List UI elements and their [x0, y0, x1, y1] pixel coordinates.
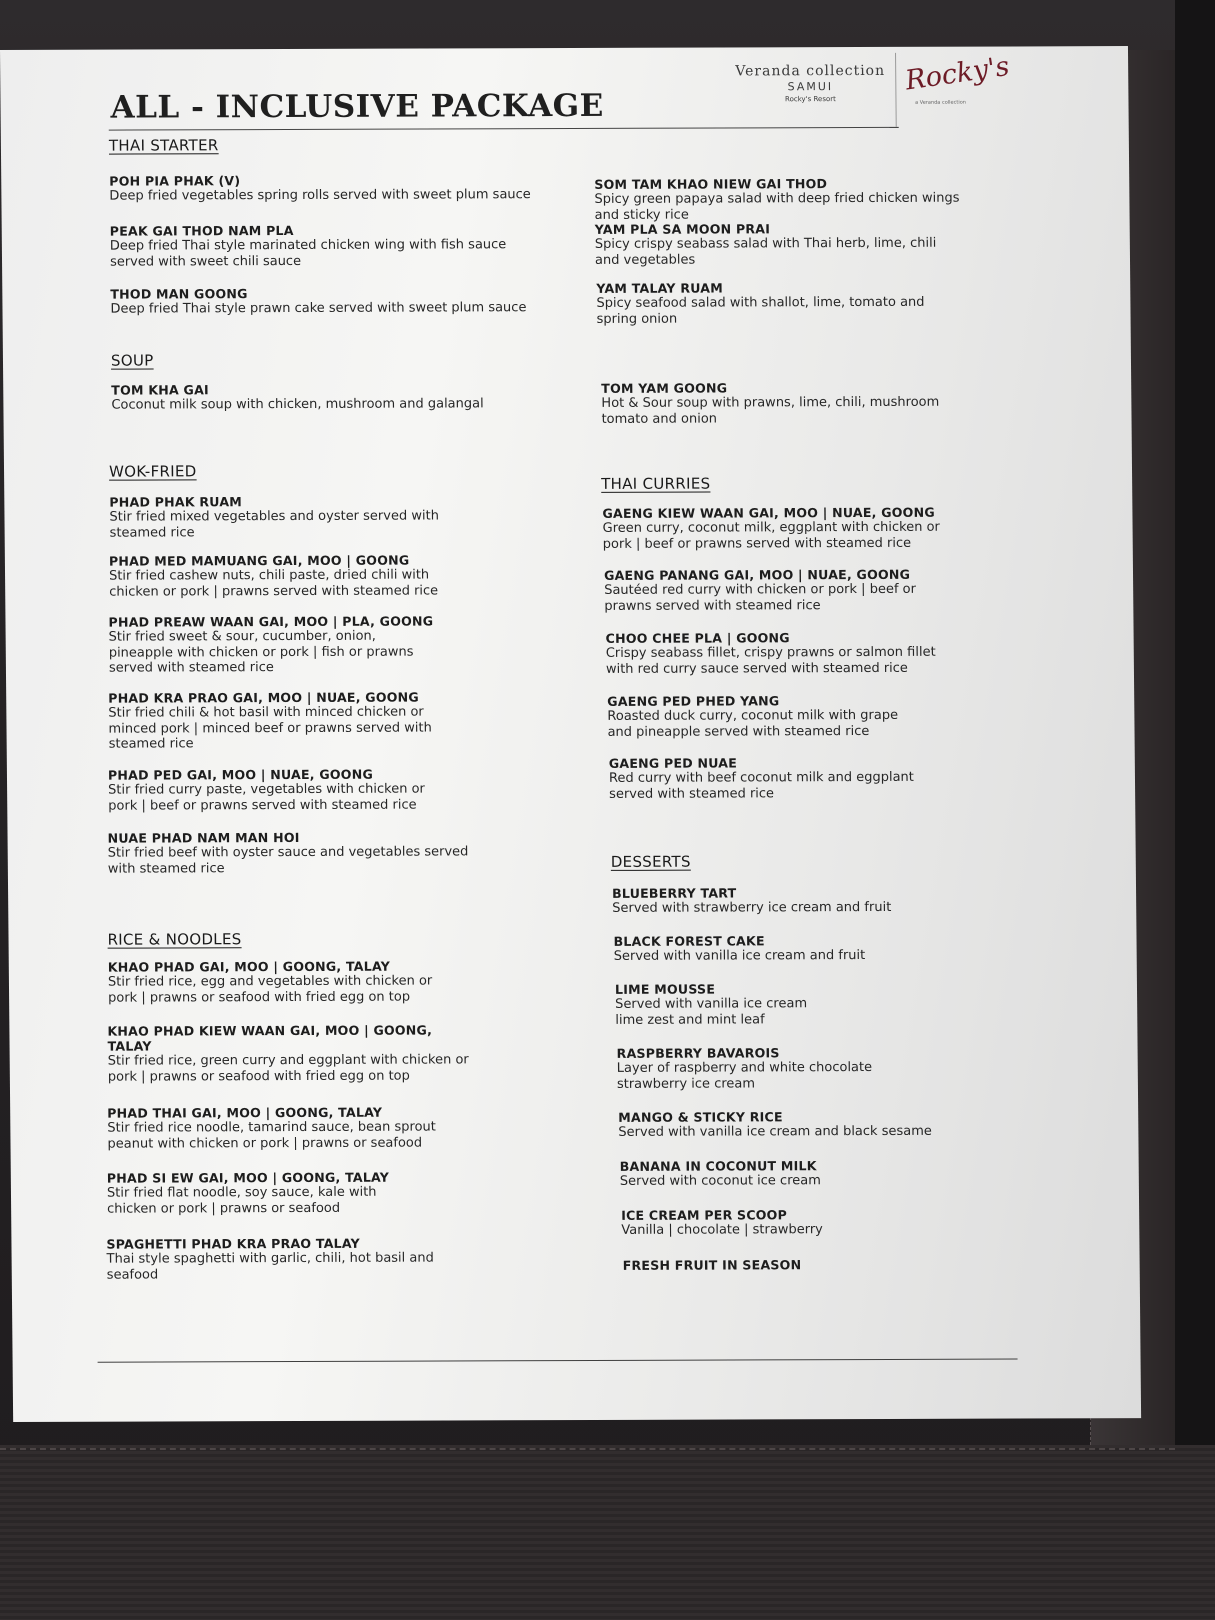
item-name: BLUEBERRY TART — [612, 885, 737, 901]
title-underline — [109, 127, 899, 131]
menu-item — [609, 755, 929, 802]
menu-item — [615, 981, 830, 1028]
menu-item — [618, 1109, 978, 1141]
menu-sheet — [0, 46, 1141, 1422]
item-description: Stir fried curry paste, vegetables with chicken or pork | beef or prawns served with steamed rice — [108, 781, 425, 814]
menu-item — [602, 505, 942, 552]
item-description: Thai style spaghetti with garlic, chili, hot basil and seafood — [106, 1250, 434, 1283]
item-name: THOD MAN GOONG — [110, 286, 248, 302]
item-description: Stir fried rice noodle, tamarind sauce, bean sprout peanut with chicken or pork | prawns or seafood — [107, 1119, 436, 1152]
item-description: Deep fried Thai style marinated chicken wing with fish sauce served with sweet chili sauce — [109, 237, 507, 270]
section-desserts: DESSERTS — [610, 852, 691, 871]
item-description: Red curry with beef coconut milk and eggplant served with steamed rice — [608, 769, 914, 802]
section-thai-curries: THAI CURRIES — [601, 474, 711, 493]
menu-item — [108, 689, 454, 752]
item-name: LIME MOUSSE — [614, 981, 716, 997]
item-name: KHAO PHAD KIEW WAAN GAI, MOO | GOONG, TALAY — [107, 1022, 433, 1054]
item-name: BANANA IN COCONUT MILK — [619, 1158, 817, 1174]
section-rice-noodles: RICE & NOODLES — [107, 930, 242, 949]
item-name: TOM YAM GOONG — [601, 380, 728, 396]
item-description: Stir fried rice, egg and vegetables with chicken or pork | prawns or seafood with fried egg on top — [107, 973, 433, 1006]
item-description: Hot & Sour soup with prawns, lime, chili, mushroom tomato and onion — [601, 394, 940, 427]
item-description: Served with vanilla ice cream and fruit — [613, 948, 866, 964]
item-name: PHAD PREAW WAAN GAI, MOO | PLA, GOONG — [108, 613, 434, 630]
bottom-rule — [98, 1359, 1018, 1363]
brand-block — [735, 63, 885, 104]
item-description: Served with coconut ice cream — [619, 1173, 821, 1189]
menu-item — [110, 222, 530, 269]
item-description: Served with vanilla ice cream and black sesame — [618, 1123, 932, 1140]
folder-edge — [1175, 0, 1215, 1620]
rockys-logo — [903, 50, 1012, 127]
menu-item — [596, 280, 936, 327]
brand-name: Veranda collection — [735, 62, 886, 80]
brand-location: SAMUI — [787, 80, 834, 94]
item-name: CHOO CHEE PLA | GOONG — [605, 630, 790, 646]
item-description: Coconut milk soup with chicken, mushroom and galangal — [111, 396, 484, 413]
menu-item — [617, 1045, 907, 1092]
item-name: PHAD THAI GAI, MOO | GOONG, TALAY — [107, 1104, 383, 1121]
item-description: Spicy seafood salad with shallot, lime, tomato and spring onion — [596, 294, 925, 327]
menu-item — [108, 766, 453, 813]
brand-resort: Rocky's Resort — [785, 95, 836, 104]
section-wok-fried: WOK-FRIED — [108, 462, 197, 481]
menu-title: ALL - INCLUSIVE PACKAGE — [110, 87, 604, 126]
menu-item — [107, 1022, 478, 1084]
item-name: PEAK GAI THOD NAM PLA — [109, 222, 294, 239]
item-name: KHAO PHAD GAI, MOO | GOONG, TALAY — [107, 958, 391, 975]
item-name: FRESH FRUIT IN SEASON — [622, 1257, 802, 1273]
item-name: PHAD KRA PRAO GAI, MOO | NUAE, GOONG — [108, 689, 419, 706]
item-description: Stir fried sweet & sour, cucumber, onion, pineapple with chicken or pork | fish or prawns served with steamed rice — [108, 628, 414, 676]
item-name: BLACK FOREST CAKE — [613, 933, 765, 949]
item-description: Stir fried beef with oyster sauce and vegetables served with steamed rice — [107, 844, 469, 877]
item-name: TOM KHA GAI — [111, 382, 209, 398]
item-description: Served with strawberry ice cream and fruit — [612, 899, 892, 916]
menu-item — [109, 552, 459, 599]
section-soup: SOUP — [110, 351, 154, 370]
item-name: MANGO & STICKY RICE — [618, 1109, 783, 1125]
logo-script: Rocky's — [903, 50, 1012, 97]
item-description: Spicy green papaya salad with deep fried chicken wings and sticky rice — [594, 190, 960, 223]
item-name: GAENG KIEW WAAN GAI, MOO | NUAE, GOONG — [602, 504, 935, 521]
folder-stitching — [0, 1448, 1175, 1450]
logo-tagline: a Veranda collection — [915, 99, 966, 106]
menu-item — [604, 567, 924, 614]
section-thai-starter: THAI STARTER — [108, 136, 219, 155]
item-name: GAENG PANANG GAI, MOO | NUAE, GOONG — [603, 566, 911, 583]
item-name: YAM TALAY RUAM — [596, 280, 723, 296]
menu-item — [106, 1235, 446, 1282]
menu-item — [613, 933, 953, 965]
item-name: PHAD MED MAMUANG GAI, MOO | GOONG — [108, 552, 410, 569]
menu-item — [621, 1207, 961, 1239]
item-name: RASPBERRY BAVAROIS — [616, 1045, 780, 1061]
item-description: Deep fried vegetables spring rolls served with sweet plum sauce — [109, 187, 531, 204]
item-description: Served with vanilla ice cream lime zest and mint leaf — [615, 996, 808, 1028]
menu-item — [107, 829, 487, 876]
item-description: Green curry, coconut milk, eggplant with chicken or pork | beef or prawns served with steamed rice — [602, 519, 940, 552]
item-name: YAM PLA SA MOON PRAI — [594, 221, 771, 237]
menu-item — [110, 285, 550, 317]
menu-item — [595, 221, 945, 268]
menu-item — [107, 1170, 417, 1217]
item-name: SPAGHETTI PHAD KRA PRAO TALAY — [106, 1235, 360, 1252]
menu-item — [607, 693, 917, 740]
item-name: POH PIA PHAK (V) — [109, 173, 241, 189]
item-description: Layer of raspberry and white chocolate strawberry ice cream — [616, 1060, 873, 1092]
item-description: Vanilla | chocolate | strawberry — [621, 1222, 823, 1238]
menu-item — [620, 1158, 960, 1190]
item-description: Stir fried flat noodle, soy sauce, kale with chicken or pork | prawns or seafood — [106, 1184, 377, 1217]
menu-item — [594, 176, 964, 223]
brand-divider — [895, 53, 897, 127]
item-name: ICE CREAM PER SCOOP — [621, 1207, 788, 1223]
item-description: Crispy seabass fillet, crispy prawns or salmon fillet with red curry sauce served with steamed rice — [605, 644, 936, 677]
item-name: GAENG PED NUAE — [608, 755, 738, 771]
menu-item — [108, 613, 444, 676]
menu-item — [109, 172, 549, 204]
menu-item — [108, 958, 458, 1005]
item-description: Stir fried cashew nuts, chili paste, dried chili with chicken or pork | prawns served with steamed rice — [108, 567, 439, 600]
item-name: PHAD PHAK RUAM — [109, 494, 243, 510]
menu-item — [623, 1257, 963, 1273]
item-name: GAENG PED PHED YANG — [607, 693, 780, 709]
menu-item — [601, 380, 956, 427]
folder-bottom-panel — [0, 1445, 1215, 1620]
item-description: Sautéed red curry with chicken or pork | beef or prawns served with steamed rice — [604, 581, 917, 614]
item-description: Roasted duck curry, coconut milk with grape and pineapple served with steamed rice — [607, 707, 899, 740]
item-name: NUAE PHAD NAM MAN HOI — [107, 829, 300, 846]
item-description: Deep fried Thai style prawn cake served with sweet plum sauce — [110, 300, 527, 317]
item-description: Stir fried rice, green curry and eggplant with chicken or pork | prawns or seafood with fried egg on top — [107, 1052, 469, 1085]
item-description: Spicy crispy seabass salad with Thai herb, lime, chili and vegetables — [594, 235, 937, 268]
item-name: PHAD SI EW GAI, MOO | GOONG, TALAY — [106, 1169, 390, 1186]
menu-item — [109, 493, 459, 540]
menu-item — [612, 885, 952, 917]
item-description: Stir fried chili & hot basil with minced chicken or minced pork | minced beef or prawns served with steamed rice — [108, 704, 432, 752]
menu-item — [107, 1104, 462, 1151]
item-name: SOM TAM KHAO NIEW GAI THOD — [594, 176, 828, 192]
item-description: Stir fried mixed vegetables and oyster served with steamed rice — [109, 508, 439, 541]
menu-item — [606, 630, 951, 677]
item-name: PHAD PED GAI, MOO | NUAE, GOONG — [107, 766, 374, 783]
menu-item — [111, 381, 551, 413]
